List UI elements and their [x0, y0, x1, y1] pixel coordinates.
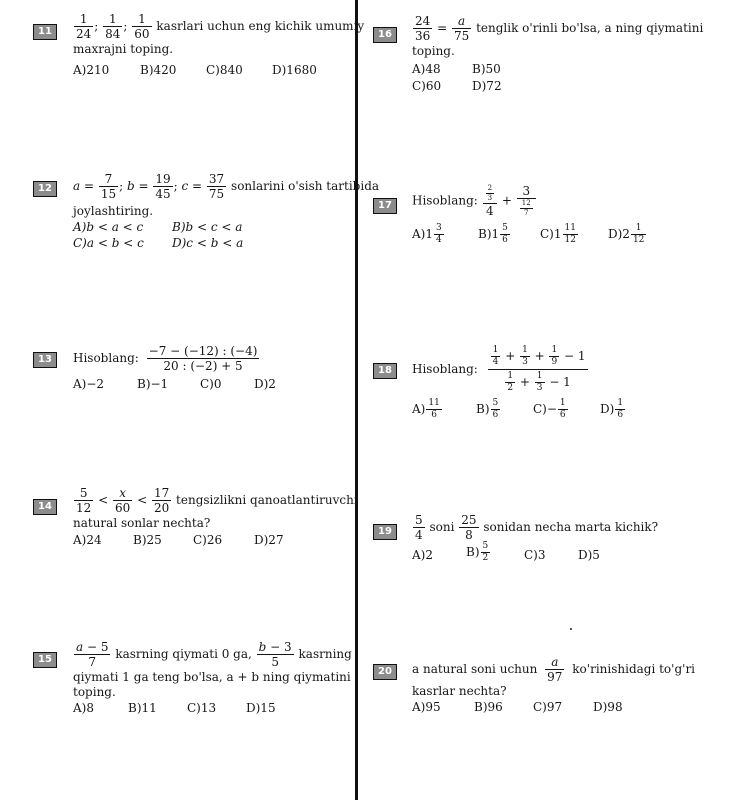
fraction-a-97: $\frac{a}{97}$ [547, 655, 563, 684]
option-a[interactable]: A)−2 [73, 377, 105, 391]
question-16-text: $\frac{24}{36}$ = $\frac{a}{75}$ tenglik o'rinli bo'lsa, a ning qiymatini [415, 14, 704, 43]
fraction-25-8: $\frac{25}{8}$ [461, 513, 477, 542]
question-14-text-b: natural sonlar nechta? [73, 516, 211, 530]
option-b[interactable]: B) $\frac{5}{2}$ [466, 541, 489, 563]
option-c[interactable]: C)97 [533, 700, 563, 714]
fraction-24-36: $\frac{24}{36}$ [415, 14, 431, 43]
question-20-text-c: kasrlar nechta? [412, 684, 507, 698]
question-11-text: $\frac{1}{24}$ ; $\frac{1}{84}$ ; $\frac{1}{60}$ kasrlari uchun eng kichik umumiy [76, 12, 365, 41]
question-11-text-a: kasrlari uchun eng kichik umumiy [156, 19, 365, 33]
option-d[interactable]: D)98 [593, 700, 623, 714]
question-19-text-a: soni [429, 520, 455, 534]
fraction-5-12: $\frac{5}{12}$ [76, 486, 92, 515]
option-a-label: A)1 [412, 227, 433, 241]
question-15-text-c: toping. [73, 685, 116, 699]
option-a[interactable]: A)1 $\frac{3}{4}$ [412, 223, 442, 245]
option-c[interactable]: C)13 [187, 701, 217, 715]
option-b[interactable]: B) $\frac{5}{6}$ [476, 398, 499, 420]
question-16-text-a: tenglik o'rinli bo'lsa, a ning qiymatini [476, 21, 704, 35]
option-d[interactable]: D)5 [578, 548, 600, 562]
question-15-text [73, 641, 352, 668]
question-12-text-a: sonlarini o'sish tartibida [231, 179, 380, 193]
option-c[interactable]: C)60 [412, 79, 442, 93]
fraction-1-84: $\frac{1}{84}$ [105, 12, 121, 41]
fraction-1-24: $\frac{1}{24}$ [76, 12, 92, 41]
fraction-b-minus-3-over-5: $\frac{b - 3}{5}$ [258, 640, 292, 669]
option-a[interactable]: A)95 [412, 700, 441, 714]
question-14-text-a: tengsizlikni qanoatlantiruvchi [176, 493, 358, 507]
question-12-text-b: joylashtiring. [73, 204, 154, 218]
option-b[interactable]: B)25 [133, 533, 162, 547]
option-b[interactable]: B)−1 [137, 377, 169, 391]
question-17-text: Hisoblang: $\frac{\frac{2}{3}}{4}$ + $\frac{3}{\frac{12}{7}}$ [412, 185, 537, 217]
option-c[interactable]: C)26 [193, 533, 223, 547]
option-a-label: A) [412, 402, 426, 416]
question-19-text-b: sonidan necha marta kichik? [483, 520, 659, 534]
question-20-text-a: a natural soni uchun [412, 662, 538, 676]
hisoblang-label: Hisoblang: [412, 362, 478, 376]
question-number-badge: 17 [373, 198, 397, 214]
column-divider [355, 0, 358, 800]
question-16-text-b: toping. [412, 44, 455, 58]
question-15-text-a: kasrning qiymati 0 ga, [115, 647, 252, 661]
fraction-a-75: $\frac{a}{75}$ [453, 14, 470, 43]
speck [570, 628, 572, 630]
option-c-label: C)− [533, 402, 557, 416]
question-number-badge: 13 [33, 352, 57, 368]
option-b-label: B)1 [478, 227, 500, 241]
option-a[interactable]: A)2 [412, 548, 433, 562]
option-d[interactable]: D)15 [246, 701, 276, 715]
question-number-badge: 11 [33, 24, 57, 40]
option-d-label: D) [600, 402, 615, 416]
fraction-19-45: $\frac{19}{45}$ [155, 172, 171, 201]
fraction-x-60: $\frac{x}{60}$ [114, 486, 131, 515]
option-a[interactable]: A)48 [412, 62, 441, 76]
expression-numerator: −7 − (−12) : (−4) [148, 344, 258, 358]
option-c[interactable]: C)3 [524, 548, 546, 562]
question-14-text: $\frac{5}{12}$ < $\frac{x}{60}$ < $\frac{17}{20}$ tengsizlikni qanoatlantiruvchi [76, 486, 358, 515]
compound-fraction-2-3-over-4: $\frac{\frac{2}{3}}{4}$ [483, 185, 497, 217]
option-d[interactable]: D)2 $\frac{1}{12}$ [608, 223, 645, 245]
option-a[interactable]: A)8 [73, 701, 94, 715]
option-c[interactable]: C)− $\frac{1}{6}$ [533, 398, 566, 420]
question-number-badge: 16 [373, 27, 397, 43]
question-number-badge: 20 [373, 664, 397, 680]
option-a[interactable]: A)b < a < c [73, 220, 144, 234]
expression-denominator: 20 : (−2) + 5 [163, 359, 243, 373]
option-d[interactable]: D)2 [254, 377, 276, 391]
option-d[interactable]: D)72 [472, 79, 502, 93]
option-d-label: D)2 [608, 227, 630, 241]
option-d[interactable]: D)1680 [272, 63, 317, 77]
option-c[interactable]: C)840 [206, 63, 243, 77]
option-b[interactable]: B)50 [472, 62, 501, 76]
question-12-text: a = $\frac{7}{15}$ ; b = $\frac{19}{45}$ ; c = $\frac{37}{75}$ sonlarini o'sish tartibida [73, 172, 380, 201]
option-b[interactable]: B)b < c < a [172, 220, 243, 234]
question-20-text-b: ko'rinishidagi to'g'ri [572, 662, 696, 676]
option-a[interactable]: A) $\frac{11}{6}$ [412, 398, 440, 420]
question-18-text [412, 346, 589, 393]
option-c[interactable]: C)a < b < c [73, 236, 144, 250]
question-number-badge: 19 [373, 524, 397, 540]
option-c-label: C)1 [540, 227, 562, 241]
question-15-text-b: qiymati 1 ga teng bo'lsa, a + b ning qiymatini [73, 670, 351, 684]
hisoblang-label: Hisoblang: [412, 193, 478, 208]
option-b[interactable]: B)1 $\frac{5}{6}$ [478, 223, 508, 245]
question-number-badge: 15 [33, 652, 57, 668]
fraction-17-20: $\frac{17}{20}$ [153, 486, 170, 515]
expression-fraction: $\frac{1}{4}$ + $\frac{1}{3}$ + $\frac{1}{9}$ − 1 $\frac{1}{2}$ + $\frac{1}{3}$ − 1 [488, 346, 588, 393]
fraction-1-60: $\frac{1}{60}$ [134, 12, 150, 41]
fraction-7-15: $\frac{7}{15}$ [100, 172, 117, 201]
option-d[interactable]: D)27 [254, 533, 284, 547]
option-a[interactable]: A)210 [73, 63, 110, 77]
question-number-badge: 12 [33, 181, 57, 197]
option-d[interactable]: D) $\frac{1}{6}$ [600, 398, 624, 420]
fraction-5-4: $\frac{5}{4}$ [415, 513, 423, 542]
option-b[interactable]: B)96 [474, 700, 503, 714]
fraction-a-minus-5-over-7: $\frac{a - 5}{7}$ [76, 640, 109, 669]
question-number-badge: 18 [373, 363, 397, 379]
expression-fraction [147, 345, 260, 372]
option-c[interactable]: C)0 [200, 377, 222, 391]
question-number-badge: 14 [33, 499, 57, 515]
option-b[interactable]: B)420 [140, 63, 177, 77]
question-19-text [412, 514, 658, 541]
hisoblang-label: Hisoblang: [73, 351, 139, 365]
option-a[interactable]: A)24 [73, 533, 102, 547]
option-b[interactable]: B)11 [128, 701, 157, 715]
option-b-label: B) [476, 402, 490, 416]
fraction-37-75: $\frac{37}{75}$ [208, 172, 225, 201]
option-b-label: B) [466, 545, 480, 559]
question-15-text-a2: kasrning [298, 647, 352, 661]
option-d[interactable]: D)c < b < a [172, 236, 244, 250]
question-13-text [73, 345, 260, 372]
compound-fraction-3-over-12-7: $\frac{3}{\frac{12}{7}}$ [517, 185, 536, 217]
question-11-text-b: maxrajni toping. [73, 42, 174, 56]
option-c[interactable]: C)1 $\frac{11}{12}$ [540, 223, 576, 245]
question-20-text [412, 656, 695, 683]
